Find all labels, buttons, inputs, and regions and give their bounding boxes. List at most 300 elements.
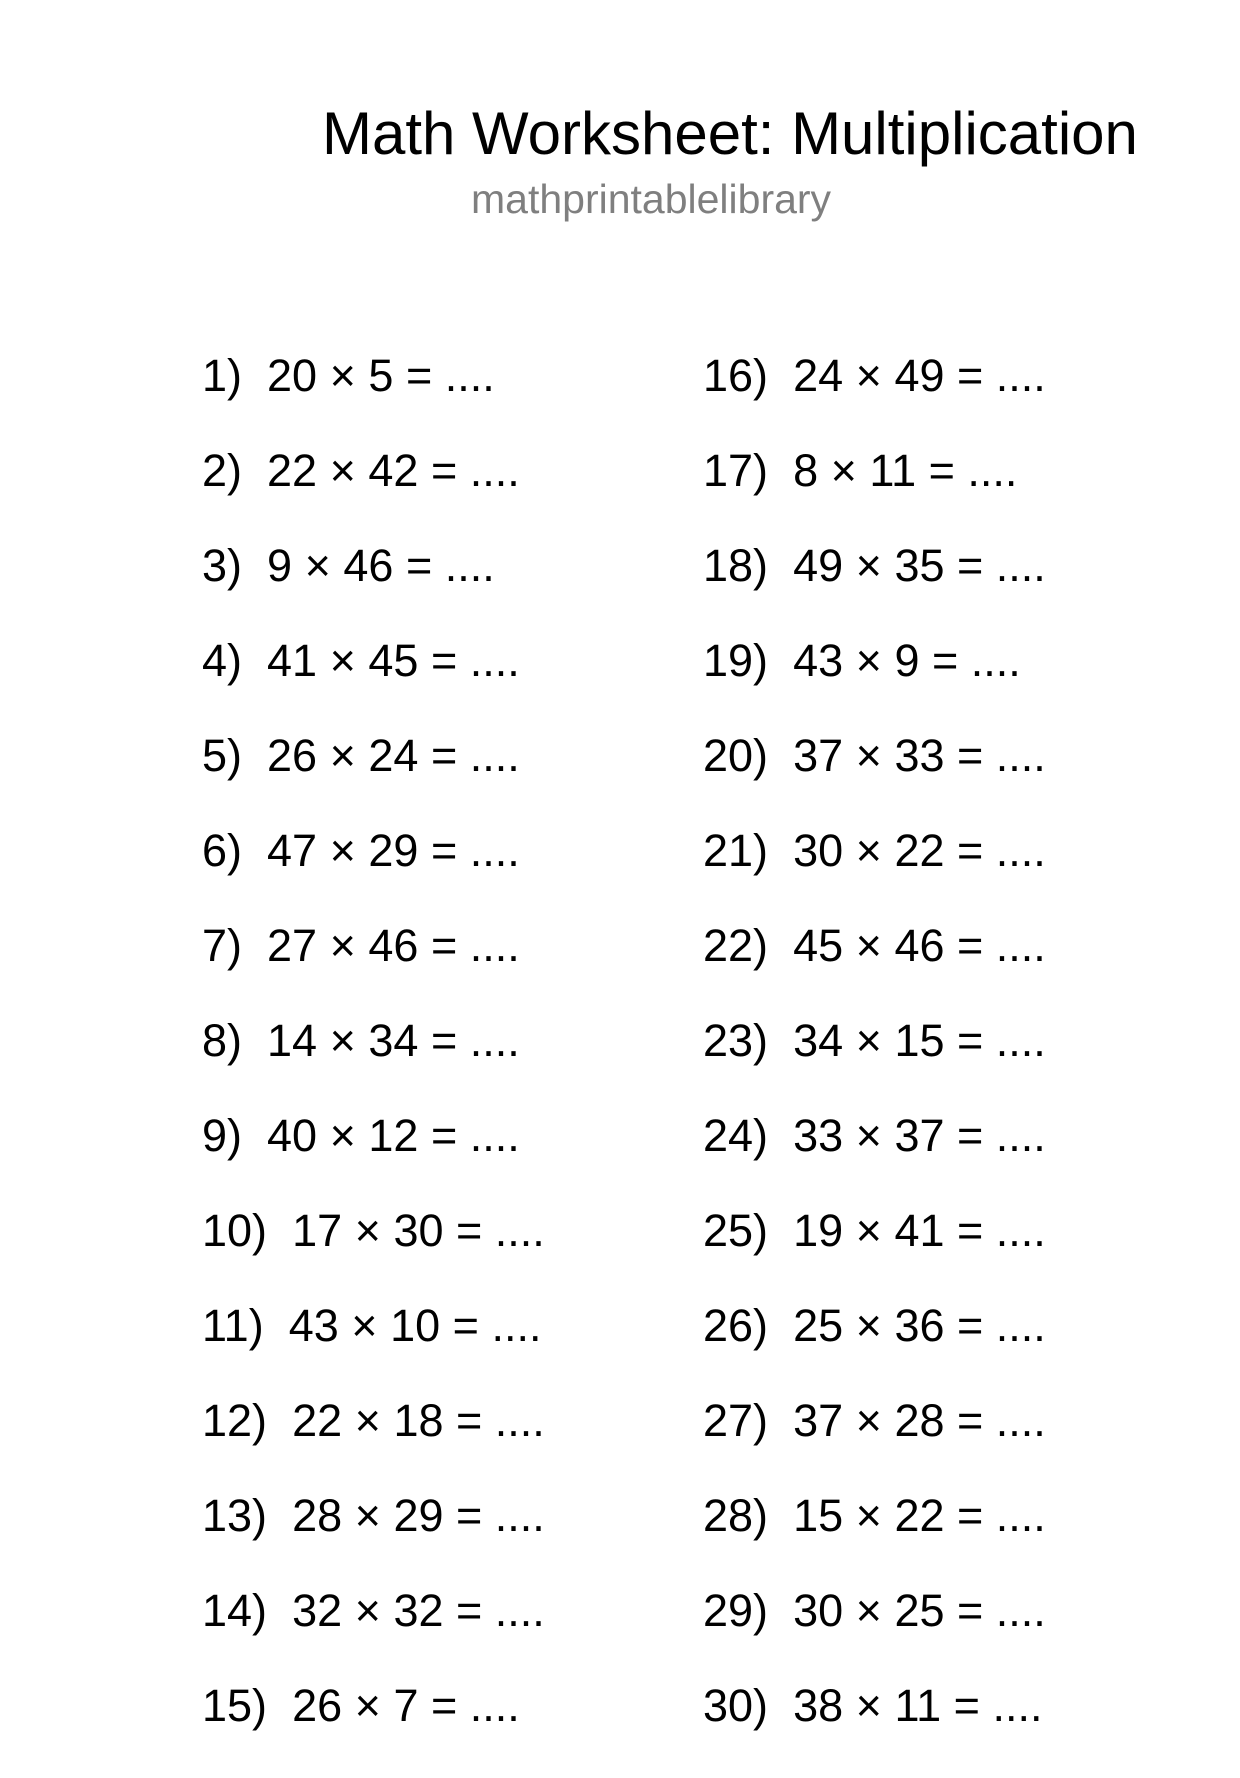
multiplicand: 25 bbox=[793, 1300, 844, 1351]
separator bbox=[317, 1110, 330, 1161]
times-symbol: × bbox=[354, 1205, 381, 1256]
answer-blank: .... bbox=[995, 1205, 1046, 1256]
multiplier: 37 bbox=[894, 1110, 945, 1161]
separator bbox=[768, 1015, 793, 1066]
separator bbox=[768, 1205, 793, 1256]
separator bbox=[882, 1205, 895, 1256]
separator: = bbox=[944, 350, 996, 401]
separator: = bbox=[418, 825, 470, 876]
separator bbox=[356, 730, 369, 781]
multiplicand: 43 bbox=[793, 635, 844, 686]
separator: = bbox=[941, 1680, 993, 1731]
problem-item bbox=[202, 635, 545, 733]
problem-number: 8) bbox=[202, 1015, 243, 1066]
answer-blank: .... bbox=[494, 1490, 545, 1541]
answer-blank: .... bbox=[494, 1205, 545, 1256]
separator bbox=[342, 1395, 355, 1446]
times-symbol: × bbox=[354, 1490, 381, 1541]
multiplier: 32 bbox=[393, 1585, 444, 1636]
answer-blank: .... bbox=[469, 635, 520, 686]
separator: = bbox=[916, 445, 968, 496]
problem-number: 13) bbox=[202, 1490, 268, 1541]
problem-number: 30) bbox=[703, 1680, 769, 1731]
separator bbox=[317, 825, 330, 876]
separator: = bbox=[418, 635, 470, 686]
multiplicand: 30 bbox=[793, 1585, 844, 1636]
separator bbox=[768, 445, 793, 496]
times-symbol: × bbox=[855, 350, 882, 401]
worksheet-title: Math Worksheet: Multiplication bbox=[322, 100, 1138, 167]
separator bbox=[768, 1490, 793, 1541]
separator bbox=[342, 1490, 355, 1541]
multiplicand: 20 bbox=[267, 350, 318, 401]
separator bbox=[843, 920, 856, 971]
multiplier: 46 bbox=[343, 540, 394, 591]
separator bbox=[882, 1395, 895, 1446]
times-symbol: × bbox=[855, 1395, 882, 1446]
multiplicand: 22 bbox=[292, 1395, 343, 1446]
separator bbox=[317, 1015, 330, 1066]
problem-item bbox=[703, 825, 1046, 923]
multiplicand: 26 bbox=[292, 1680, 343, 1731]
answer-blank: .... bbox=[494, 1585, 545, 1636]
answer-blank: .... bbox=[444, 350, 495, 401]
answer-blank: .... bbox=[469, 825, 520, 876]
multiplier: 29 bbox=[368, 825, 419, 876]
times-symbol: × bbox=[304, 540, 331, 591]
multiplier: 41 bbox=[894, 1205, 945, 1256]
problem-number: 18) bbox=[703, 540, 769, 591]
multiplier: 5 bbox=[368, 350, 394, 401]
problem-item bbox=[703, 540, 1046, 638]
separator bbox=[356, 635, 369, 686]
separator bbox=[843, 350, 856, 401]
times-symbol: × bbox=[351, 1300, 378, 1351]
multiplier: 25 bbox=[894, 1585, 945, 1636]
separator: = bbox=[944, 540, 996, 591]
multiplier: 7 bbox=[393, 1680, 419, 1731]
separator bbox=[317, 920, 330, 971]
times-symbol: × bbox=[855, 1680, 882, 1731]
multiplicand: 45 bbox=[793, 920, 844, 971]
multiplicand: 33 bbox=[793, 1110, 844, 1161]
separator bbox=[882, 350, 895, 401]
times-symbol: × bbox=[855, 1300, 882, 1351]
problem-number: 27) bbox=[703, 1395, 769, 1446]
multiplicand: 9 bbox=[267, 540, 293, 591]
times-symbol: × bbox=[855, 825, 882, 876]
separator bbox=[843, 1300, 856, 1351]
problem-number: 16) bbox=[703, 350, 769, 401]
multiplier: 45 bbox=[368, 635, 419, 686]
multiplier: 22 bbox=[894, 1490, 945, 1541]
problem-number: 28) bbox=[703, 1490, 769, 1541]
times-symbol: × bbox=[329, 730, 356, 781]
multiplicand: 37 bbox=[793, 1395, 844, 1446]
problem-item bbox=[202, 540, 545, 638]
multiplier: 34 bbox=[368, 1015, 419, 1066]
separator bbox=[381, 1585, 394, 1636]
separator bbox=[342, 1205, 355, 1256]
multiplicand: 43 bbox=[288, 1300, 339, 1351]
multiplier: 11 bbox=[894, 1680, 942, 1731]
separator bbox=[768, 1300, 793, 1351]
separator bbox=[768, 825, 793, 876]
times-symbol: × bbox=[855, 1205, 882, 1256]
separator: = bbox=[944, 1110, 996, 1161]
separator bbox=[768, 350, 793, 401]
multiplier: 22 bbox=[894, 825, 945, 876]
separator bbox=[242, 825, 267, 876]
times-symbol: × bbox=[855, 540, 882, 591]
separator bbox=[882, 635, 895, 686]
separator bbox=[768, 540, 793, 591]
multiplier: 11 bbox=[869, 445, 917, 496]
answer-blank: .... bbox=[995, 1300, 1046, 1351]
separator: = bbox=[393, 350, 445, 401]
separator bbox=[356, 920, 369, 971]
times-symbol: × bbox=[329, 1015, 356, 1066]
separator: = bbox=[944, 825, 996, 876]
multiplicand: 22 bbox=[267, 445, 318, 496]
separator bbox=[843, 540, 856, 591]
separator bbox=[381, 1205, 394, 1256]
times-symbol: × bbox=[329, 635, 356, 686]
problem-number: 3) bbox=[202, 540, 243, 591]
separator bbox=[882, 1300, 895, 1351]
answer-blank: .... bbox=[469, 730, 520, 781]
problem-number: 4) bbox=[202, 635, 243, 686]
separator bbox=[882, 730, 895, 781]
separator bbox=[242, 920, 267, 971]
separator: = bbox=[944, 1395, 996, 1446]
answer-blank: .... bbox=[444, 540, 495, 591]
times-symbol: × bbox=[855, 1110, 882, 1161]
multiplicand: 24 bbox=[793, 350, 844, 401]
problem-number: 29) bbox=[703, 1585, 769, 1636]
separator bbox=[843, 1110, 856, 1161]
problem-number: 20) bbox=[703, 730, 769, 781]
separator bbox=[267, 1490, 292, 1541]
multiplicand: 19 bbox=[793, 1205, 844, 1256]
separator bbox=[843, 1585, 856, 1636]
separator: = bbox=[418, 1015, 470, 1066]
times-symbol: × bbox=[354, 1680, 381, 1731]
separator bbox=[843, 1680, 856, 1731]
separator bbox=[242, 350, 267, 401]
problem-item bbox=[703, 1490, 1046, 1588]
problem-number: 12) bbox=[202, 1395, 268, 1446]
separator bbox=[342, 1585, 355, 1636]
separator: = bbox=[944, 1300, 996, 1351]
problem-item bbox=[202, 1490, 545, 1588]
separator bbox=[356, 445, 369, 496]
problem-item bbox=[202, 920, 545, 1018]
separator bbox=[242, 540, 267, 591]
multiplier: 33 bbox=[894, 730, 945, 781]
multiplicand: 47 bbox=[267, 825, 318, 876]
problem-item bbox=[703, 350, 1046, 448]
multiplier: 42 bbox=[368, 445, 419, 496]
separator bbox=[331, 540, 344, 591]
problem-number: 6) bbox=[202, 825, 243, 876]
separator bbox=[378, 1300, 391, 1351]
separator bbox=[843, 1395, 856, 1446]
answer-blank: .... bbox=[995, 920, 1046, 971]
multiplier: 18 bbox=[393, 1395, 444, 1446]
separator bbox=[882, 920, 895, 971]
separator bbox=[242, 1110, 267, 1161]
problem-number: 19) bbox=[703, 635, 769, 686]
answer-blank: .... bbox=[469, 1680, 520, 1731]
separator bbox=[356, 1015, 369, 1066]
answer-blank: .... bbox=[995, 825, 1046, 876]
separator: = bbox=[418, 1110, 470, 1161]
problem-item bbox=[703, 1205, 1046, 1303]
times-symbol: × bbox=[329, 920, 356, 971]
separator bbox=[843, 635, 856, 686]
problem-item bbox=[703, 1300, 1046, 1398]
answer-blank: .... bbox=[995, 1585, 1046, 1636]
answer-blank: .... bbox=[995, 1110, 1046, 1161]
separator: = bbox=[418, 445, 470, 496]
separator bbox=[843, 1015, 856, 1066]
times-symbol: × bbox=[329, 350, 356, 401]
multiplier: 46 bbox=[368, 920, 419, 971]
separator bbox=[317, 635, 330, 686]
multiplier: 24 bbox=[368, 730, 419, 781]
separator bbox=[242, 635, 267, 686]
separator bbox=[356, 1110, 369, 1161]
answer-blank: .... bbox=[967, 445, 1018, 496]
problem-number: 15) bbox=[202, 1680, 268, 1731]
separator: = bbox=[944, 1015, 996, 1066]
multiplier: 35 bbox=[894, 540, 945, 591]
answer-blank: .... bbox=[995, 730, 1046, 781]
times-symbol: × bbox=[354, 1585, 381, 1636]
separator: = bbox=[443, 1205, 495, 1256]
multiplicand: 26 bbox=[267, 730, 318, 781]
separator bbox=[381, 1395, 394, 1446]
answer-blank: .... bbox=[494, 1395, 545, 1446]
times-symbol: × bbox=[855, 1585, 882, 1636]
answer-blank: .... bbox=[995, 1015, 1046, 1066]
separator: = bbox=[443, 1585, 495, 1636]
separator bbox=[342, 1680, 355, 1731]
separator bbox=[267, 1395, 292, 1446]
separator bbox=[768, 1110, 793, 1161]
problem-number: 11) bbox=[202, 1300, 264, 1351]
separator bbox=[768, 1680, 793, 1731]
times-symbol: × bbox=[855, 1015, 882, 1066]
multiplier: 46 bbox=[894, 920, 945, 971]
multiplicand: 14 bbox=[267, 1015, 318, 1066]
problem-number: 25) bbox=[703, 1205, 769, 1256]
answer-blank: .... bbox=[992, 1680, 1043, 1731]
problem-column-left bbox=[202, 350, 545, 1778]
problem-number: 2) bbox=[202, 445, 243, 496]
problem-item bbox=[202, 730, 545, 828]
separator bbox=[267, 1585, 292, 1636]
separator: = bbox=[418, 730, 470, 781]
separator bbox=[843, 825, 856, 876]
separator: = bbox=[443, 1395, 495, 1446]
multiplier: 30 bbox=[393, 1205, 444, 1256]
multiplicand: 15 bbox=[793, 1490, 844, 1541]
separator: = bbox=[919, 635, 971, 686]
separator bbox=[843, 1490, 856, 1541]
problem-item bbox=[703, 730, 1046, 828]
multiplicand: 41 bbox=[267, 635, 318, 686]
multiplicand: 37 bbox=[793, 730, 844, 781]
separator bbox=[381, 1490, 394, 1541]
problem-number: 22) bbox=[703, 920, 769, 971]
problem-number: 21) bbox=[703, 825, 769, 876]
multiplier: 36 bbox=[894, 1300, 945, 1351]
answer-blank: .... bbox=[491, 1300, 542, 1351]
separator bbox=[356, 350, 369, 401]
problem-item bbox=[202, 1680, 545, 1778]
separator bbox=[267, 1205, 292, 1256]
separator bbox=[242, 730, 267, 781]
separator bbox=[882, 1585, 895, 1636]
multiplicand: 27 bbox=[267, 920, 318, 971]
separator: = bbox=[944, 920, 996, 971]
problem-item bbox=[202, 1205, 545, 1303]
separator bbox=[882, 540, 895, 591]
times-symbol: × bbox=[855, 920, 882, 971]
separator bbox=[882, 825, 895, 876]
problem-number: 5) bbox=[202, 730, 243, 781]
multiplicand: 49 bbox=[793, 540, 844, 591]
problem-item bbox=[703, 1015, 1046, 1113]
times-symbol: × bbox=[830, 445, 857, 496]
answer-blank: .... bbox=[469, 445, 520, 496]
separator bbox=[242, 1015, 267, 1066]
problem-item bbox=[703, 1110, 1046, 1208]
answer-blank: .... bbox=[995, 1395, 1046, 1446]
problem-item bbox=[202, 350, 545, 448]
separator bbox=[768, 1585, 793, 1636]
separator bbox=[267, 1680, 292, 1731]
separator bbox=[339, 1300, 352, 1351]
separator: = bbox=[944, 1585, 996, 1636]
multiplier: 15 bbox=[894, 1015, 945, 1066]
separator: = bbox=[944, 1490, 996, 1541]
multiplier: 12 bbox=[368, 1110, 419, 1161]
answer-blank: .... bbox=[469, 920, 520, 971]
multiplicand: 32 bbox=[292, 1585, 343, 1636]
multiplicand: 8 bbox=[793, 445, 819, 496]
separator bbox=[768, 920, 793, 971]
separator: = bbox=[944, 730, 996, 781]
problem-number: 14) bbox=[202, 1585, 268, 1636]
separator bbox=[882, 1490, 895, 1541]
times-symbol: × bbox=[855, 635, 882, 686]
separator bbox=[317, 730, 330, 781]
problem-item bbox=[703, 1395, 1046, 1493]
separator: = bbox=[393, 540, 445, 591]
multiplier: 10 bbox=[390, 1300, 441, 1351]
multiplicand: 28 bbox=[292, 1490, 343, 1541]
answer-blank: .... bbox=[995, 350, 1046, 401]
separator: = bbox=[440, 1300, 492, 1351]
separator bbox=[768, 730, 793, 781]
answer-blank: .... bbox=[995, 540, 1046, 591]
problem-item bbox=[703, 635, 1046, 733]
problem-number: 1) bbox=[202, 350, 243, 401]
separator bbox=[843, 730, 856, 781]
answer-blank: .... bbox=[970, 635, 1021, 686]
multiplier: 9 bbox=[894, 635, 920, 686]
separator: = bbox=[418, 1680, 470, 1731]
answer-blank: .... bbox=[469, 1110, 520, 1161]
times-symbol: × bbox=[329, 445, 356, 496]
problem-item bbox=[703, 1680, 1046, 1778]
problem-column-right bbox=[703, 350, 1046, 1778]
multiplicand: 40 bbox=[267, 1110, 318, 1161]
separator bbox=[768, 1395, 793, 1446]
problem-number: 10) bbox=[202, 1205, 268, 1256]
problem-number: 23) bbox=[703, 1015, 769, 1066]
problem-item bbox=[202, 1395, 545, 1493]
multiplier: 29 bbox=[393, 1490, 444, 1541]
multiplicand: 17 bbox=[292, 1205, 343, 1256]
problem-number: 7) bbox=[202, 920, 243, 971]
multiplicand: 30 bbox=[793, 825, 844, 876]
separator bbox=[768, 635, 793, 686]
problem-number: 17) bbox=[703, 445, 769, 496]
problem-item bbox=[202, 825, 545, 923]
problem-item bbox=[703, 1585, 1046, 1683]
separator: = bbox=[443, 1490, 495, 1541]
times-symbol: × bbox=[855, 1490, 882, 1541]
problem-item bbox=[202, 1110, 545, 1208]
separator bbox=[882, 1015, 895, 1066]
worksheet-source: mathprintablelibrary bbox=[471, 176, 832, 222]
answer-blank: .... bbox=[995, 1490, 1046, 1541]
separator bbox=[882, 1680, 895, 1731]
separator bbox=[264, 1300, 289, 1351]
problem-item bbox=[202, 1585, 545, 1683]
separator bbox=[292, 540, 305, 591]
problem-item bbox=[202, 1015, 545, 1113]
times-symbol: × bbox=[329, 825, 356, 876]
times-symbol: × bbox=[855, 730, 882, 781]
problem-item bbox=[703, 445, 1046, 543]
separator bbox=[317, 350, 330, 401]
separator bbox=[818, 445, 831, 496]
separator bbox=[381, 1680, 394, 1731]
separator bbox=[242, 445, 267, 496]
separator bbox=[843, 1205, 856, 1256]
separator bbox=[882, 1110, 895, 1161]
separator: = bbox=[418, 920, 470, 971]
multiplier: 28 bbox=[894, 1395, 945, 1446]
problem-item bbox=[202, 445, 545, 543]
separator: = bbox=[944, 1205, 996, 1256]
separator bbox=[356, 825, 369, 876]
problem-item bbox=[202, 1300, 545, 1398]
problem-item bbox=[703, 920, 1046, 1018]
problem-number: 24) bbox=[703, 1110, 769, 1161]
multiplicand: 38 bbox=[793, 1680, 844, 1731]
multiplier: 49 bbox=[894, 350, 945, 401]
answer-blank: .... bbox=[469, 1015, 520, 1066]
multiplicand: 34 bbox=[793, 1015, 844, 1066]
separator bbox=[317, 445, 330, 496]
problem-number: 26) bbox=[703, 1300, 769, 1351]
